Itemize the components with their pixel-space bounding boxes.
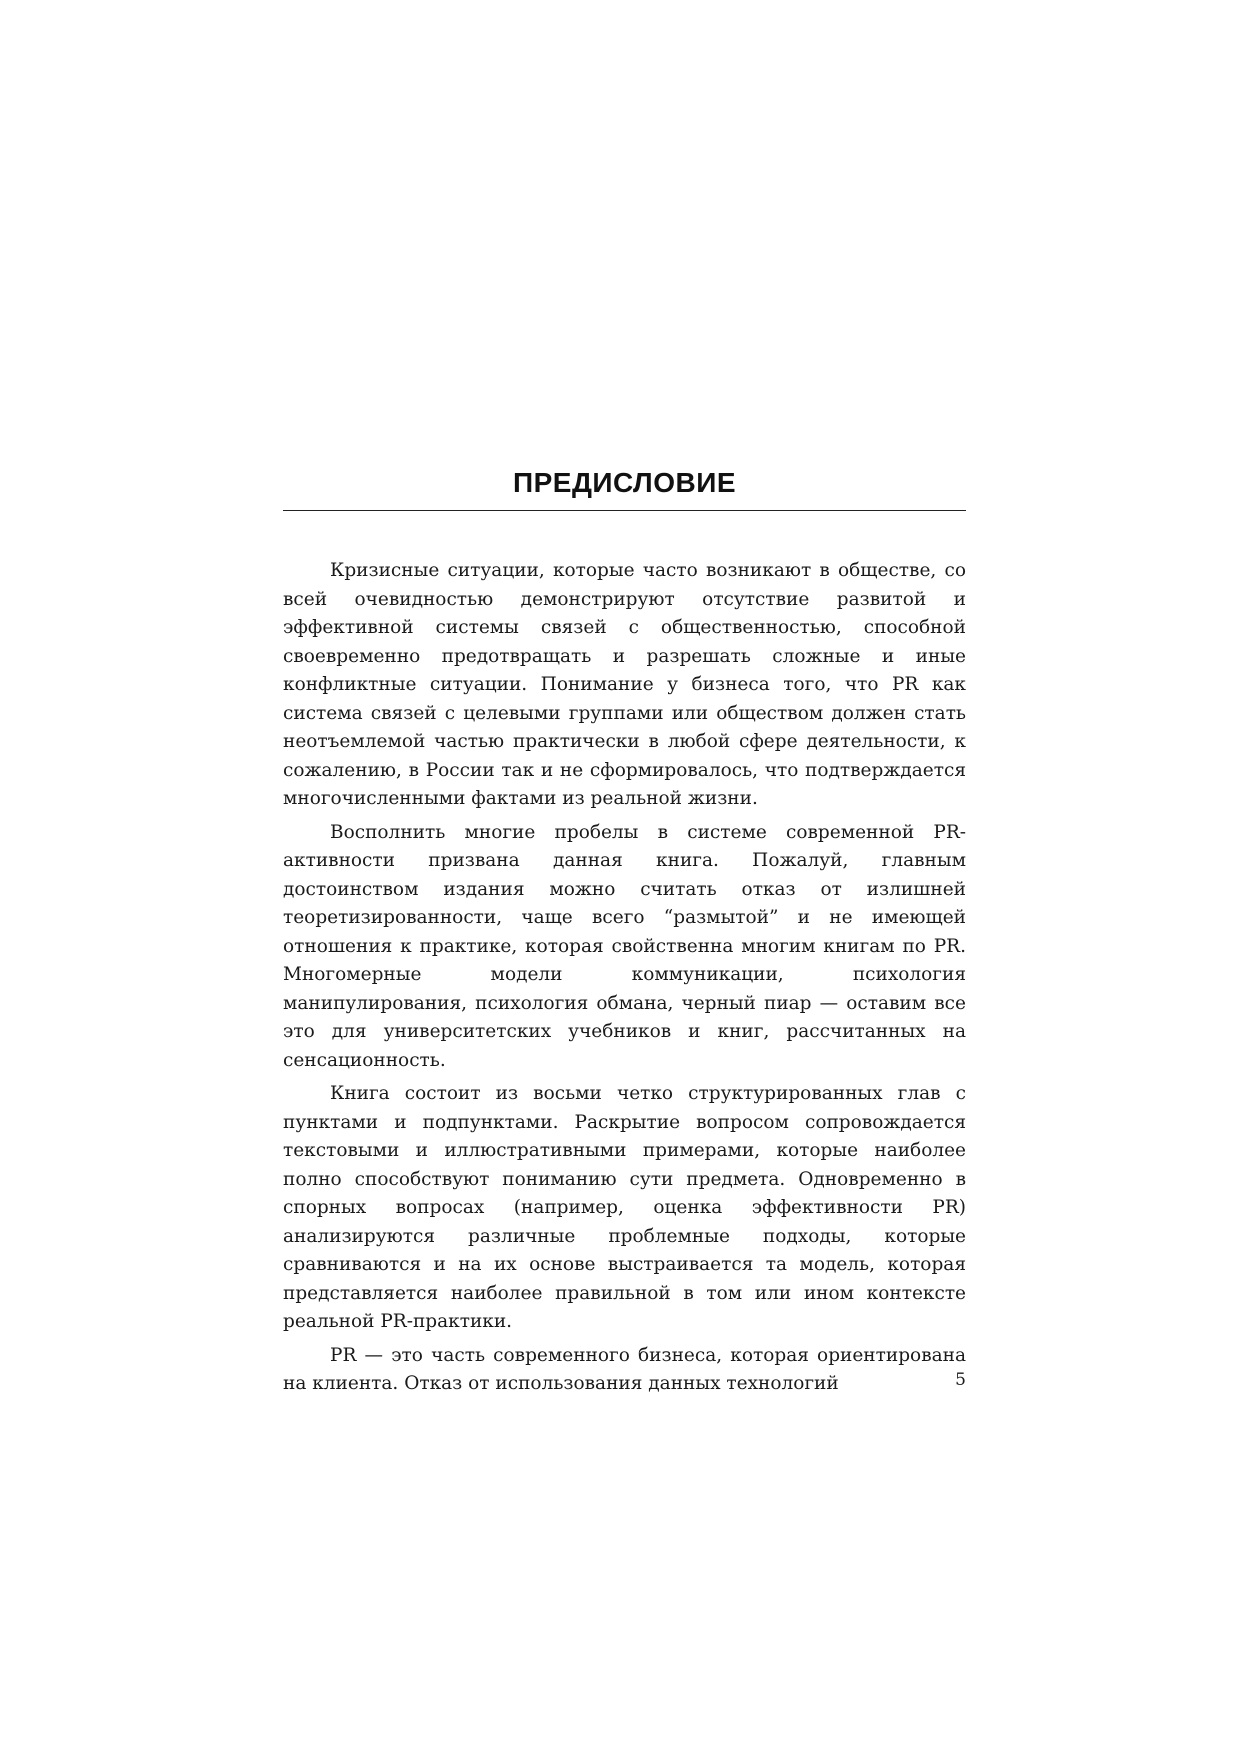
text-block [283, 466, 966, 1404]
paragraph-1: Кризисные ситуации, которые часто возникают в обществе, со всей очевидностью демонстрируют отсутствие развитой и эффективной системы связей с общественностью, способной своевременно предотвращать и разрешать сложные и иные конфликтные ситуации. Понимание у бизнеса того, что PR как система связей с целевыми группами или обществом должен стать неотъемлемой частью практически в любой сфере деятельности, к сожалению, в России так и не сформировалось, что подтверждается многочисленными фактами из реальной жизни. [283, 560, 966, 809]
page-number: 5 [955, 1370, 966, 1390]
paragraph-4: PR — это часть современного бизнеса, которая ориентирована на клиента. Отказ от использования данных технологий [283, 1344, 966, 1394]
body-text [283, 557, 966, 1399]
paragraph-2: Восполнить многие пробелы в системе современной PR-активности призвана данная книга. Пожалуй, главным достоинством издания можно считать отказ от излишней теоретизированности, чаще всего “размытой” и не имеющей отношения к практике, которая свойственна многим книгам по PR. Многомерные модели коммуникации, психология манипулирования, психология обмана, черный пиар — оставим все это для университетских учебников и книг, рассчитанных на сенсационность. [283, 821, 966, 1071]
chapter-title: ПРЕДИСЛОВИЕ [512, 467, 737, 498]
paragraph-3: Книга состоит из восьми четко структурированных глав с пунктами и подпунктами. Раскрытие вопросом сопровождается текстовыми и иллюстративными примерами, которые наиболее полно способствуют пониманию сути предмета. Одновременно в спорных вопросах (например, оценка эффективности PR) анализируются различные проблемные подходы, которые сравниваются и на их основе выстраивается та модель, которая представляется наиболее правильной в том или ином контексте реальной PR-практики. [283, 1083, 966, 1332]
title-rule [283, 510, 966, 511]
